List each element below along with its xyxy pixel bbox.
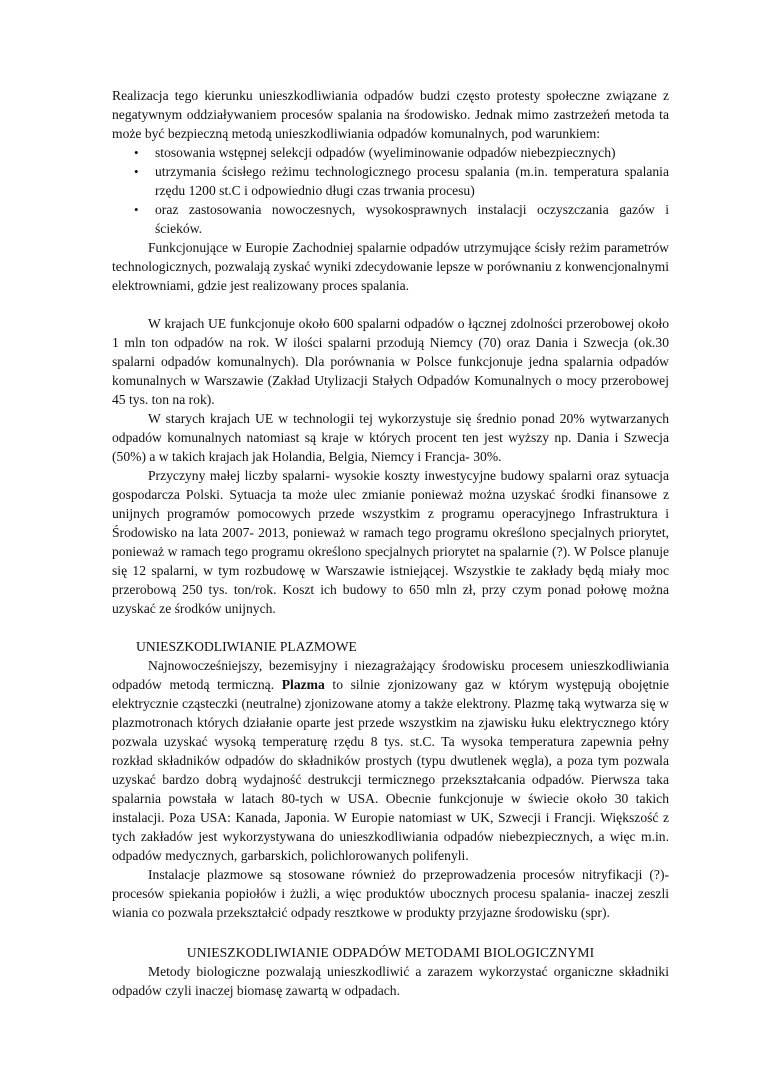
paragraph-biological: Metody biologiczne pozwalają unieszkodliwić a zarazem wykorzystać organiczne składniki odpadów czyli inaczej biomasę zawartą w odpadach. [112,964,669,998]
heading-biological: UNIESZKODLIWIANIE ODPADÓW METODAMI BIOLOGICZNYMI [186,945,595,960]
conditions-list [112,143,669,238]
heading-plasma: UNIESZKODLIWIANIE PLAZMOWE [136,639,357,654]
spacer [112,295,669,314]
spacer [112,618,669,637]
paragraph-eu: W krajach UE funkcjonuje około 600 spalarni odpadów o łącznej zdolności przerobowej około 1 mln ton odpadów na rok. W ilości spalarni przodują Niemcy (70) oraz Dania i Szwecja (ok.30 spalarni odpadów komunalnych). Dla porównania w Polsce funkcjonuje jedna spalarnia odpadów komunalnych w Warszawie (Zakład Utylizacji Stałych Odpadów Komunalnych o mocy przerobowej 45 tys. ton na rok). [112,316,669,407]
paragraph-plasma [112,656,669,865]
list-item: • stosowania wstępnej selekcji odpadów (wyeliminowanie odpadów niebezpiecznych) [112,143,669,162]
plasma-term: Plazma [281,677,325,692]
document-page [112,86,669,1000]
spacer [112,922,669,941]
paragraph-old-eu: W starych krajach UE w technologii tej wykorzystuje się średnio ponad 20% wytwarzanych odpadów komunalnych natomiast są kraje w których procent ten jest wyższy np. Dania i Szwecja (50%) a w takich krajach jak Holandia, Belgia, Niemcy i Francja- 30%. [112,411,669,464]
paragraph-reasons: Przyczyny małej liczby spalarni- wysokie koszty inwestycyjne budowy spalarni oraz sytuacja gospodarcza Polski. Sytuacja ta może ulec zmianie ponieważ można uzyskać środki finansowe z unijnych programów pomocowych przede wszystkim z programu operacyjnego Infrastruktura i Środowisko na lata 2007- 2013, ponieważ w ramach tego programu określono specjalnych priorytet, ponieważ w ramach tego programu określono specjalnych priorytet na spalarnie (?). W Polsce planuje się 12 spalarni, w tym rozbudowę w Warszawie istniejącej. Wszystkie te zakłady będą miały moc przerobową 250 tys. ton/rok. Koszt ich budowy to 650 mln zł, przy czym ponad połowę można uzyskać ze środków unijnych. [112,468,669,616]
paragraph-installations: Instalacje plazmowe są stosowane również do przeprowadzenia procesów nitryfikacji (?)- procesów spiekania popiołów i żużli, a więc produktów ubocznych procesu spalania- inaczej zeszli wiania co pozwala przekształcić odpady resztkowe w produkty przyjazne środowisku (spr). [112,867,669,920]
list-item: • utrzymania ścisłego reżimu technologicznego procesu spalania (m.in. temperatura spalania rzędu 1200 st.C i odpowiednio długi czas trwania procesu) [112,162,669,200]
plasma-text-start: Najnowocześniejszy, bezemisyjny i niezagrażający środowisku procesem unieszkodliwiania odpadów metodą termiczną. [112,658,669,692]
plasma-text-rest: to silnie zjonizowany gaz w którym występują obojętnie elektrycznie cząsteczki (neutralne) zjonizowane atomy a także elektrony. Plazmę taką wytwarza się w plazmotronach których działanie oparte jest przede wszystkim na zjawisku łuku elektrycznego który pozwala uzyskać wysoką temperaturę rzędu 8 tys. st.C. Ta wysoka temperatura zapewnia pełny rozkład składników odpadów do składników prostych (typu dwutlenek węgla), a poza tym pozwala uzyskać bardzo dobrą wydajność destrukcji termicznego przekształcania odpadów. Pierwsza taka spalarnia powstała w latach 80-tych w USA. Obecnie funkcjonuje w świecie około 30 takich instalacji. Poza USA: Kanada, Japonia. W Europie natomiast w UK, Szwecji i Francji. Większość z tych zakładów jest wykorzystywana do unieszkodliwiania odpadów niebezpiecznych, a więc m.in. odpadów medycznych, garbarskich, polichlorowanych polifenyli. [112,677,669,863]
intro-paragraph: Realizacja tego kierunku unieszkodliwiania odpadów budzi często protesty społeczne związane z negatywnym oddziaływaniem procesów spalania na środowisko. Jednak mimo zastrzeżeń metoda ta może być bezpieczną metodą unieszkodliwiania odpadów komunalnych, pod warunkiem: [112,88,669,141]
paragraph-functioning: Funkcjonujące w Europie Zachodniej spalarnie odpadów utrzymujące ścisły reżim parametrów technologicznych, pozwalają zyskać wyniki zdecydowanie lepsze w porównaniu z konwencjonalnymi elektrowniami, gdzie jest realizowany proces spalania. [112,240,669,293]
list-item: • oraz zastosowania nowoczesnych, wysokosprawnych instalacji oczyszczania gazów i ścieków. [112,200,669,238]
